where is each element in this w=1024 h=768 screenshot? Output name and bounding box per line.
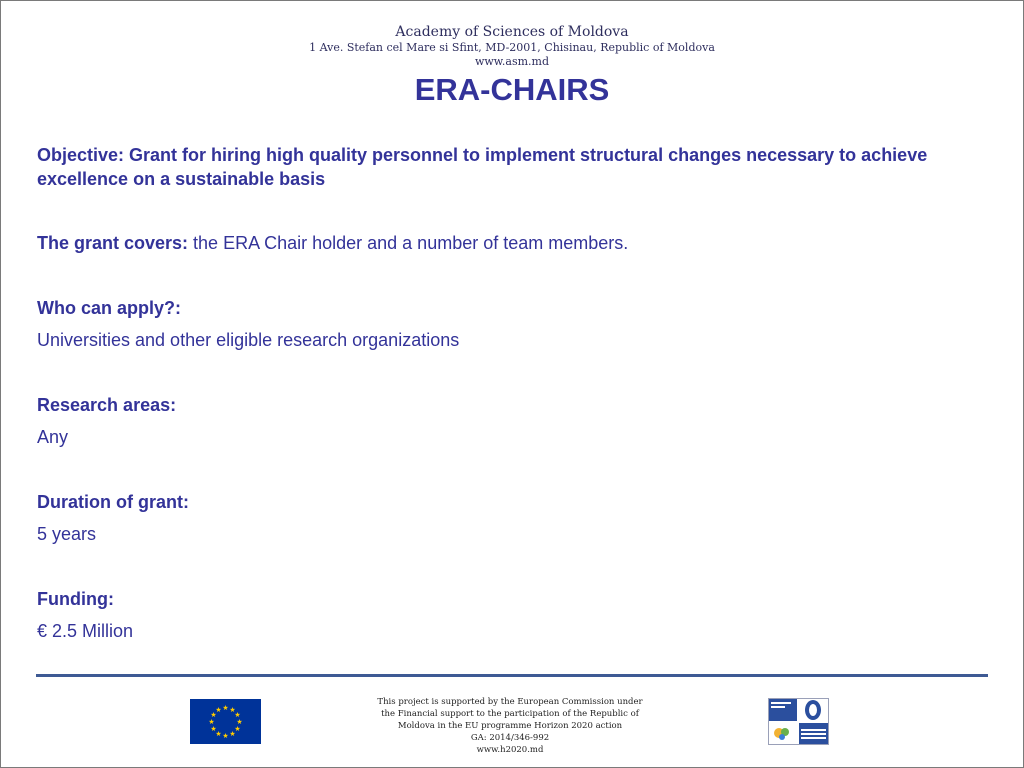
duration-label: Duration of grant: (37, 492, 189, 512)
funding-value: € 2.5 Million (37, 621, 134, 641)
grant-covers (37, 231, 977, 255)
moldova-logo-icon (768, 698, 829, 745)
svg-text:★: ★ (210, 711, 217, 719)
svg-text:★: ★ (236, 718, 243, 726)
page-title: ERA-CHAIRS (414, 72, 610, 107)
duration-value: 5 years (37, 524, 97, 544)
research-areas-label: Research areas: (37, 395, 177, 415)
footer-divider (36, 674, 988, 677)
svg-text:★: ★ (234, 711, 241, 719)
svg-text:★: ★ (234, 725, 241, 733)
who-can-apply-label: Who can apply?: (37, 298, 181, 318)
funding-label: Funding: (37, 589, 114, 609)
svg-text:★: ★ (210, 725, 217, 733)
eu-flag-icon (190, 699, 261, 744)
footer-line: GA: 2014/346-992 (470, 733, 550, 743)
footer-link: www.h2020.md (476, 745, 544, 755)
svg-text:★: ★ (215, 730, 222, 738)
slide-header (0, 24, 1024, 69)
who-can-apply-value: Universities and other eligible research organizations (37, 330, 460, 350)
research-areas-value: Any (37, 427, 69, 447)
slide-content (37, 143, 977, 643)
svg-text:★: ★ (215, 706, 222, 714)
svg-text:★: ★ (229, 730, 236, 738)
footer-funding-note (360, 696, 660, 756)
grant-covers-label: The grant covers: (37, 233, 189, 253)
grant-covers-value: the ERA Chair holder and a number of team members. (188, 233, 629, 253)
svg-text:★: ★ (208, 718, 215, 726)
footer-line: the Financial support to the participation of the Republic of (381, 709, 639, 719)
moldova-research-area-logo (768, 698, 829, 745)
organization-address: 1 Ave. Stefan cel Mare si Sfint, MD-2001, Chisinau, Republic of Moldova (309, 41, 715, 54)
organization-name: Academy of Sciences of Moldova (395, 24, 629, 40)
svg-text:★: ★ (229, 706, 236, 714)
svg-text:★: ★ (222, 732, 229, 740)
organization-website: www.asm.md (474, 55, 550, 68)
footer-line: This project is supported by the European Commission under (377, 697, 643, 707)
footer-line: Moldova in the EU programme Horizon 2020 action (397, 721, 623, 731)
svg-text:★: ★ (222, 704, 229, 712)
objective-text: Objective: Grant for hiring high quality personnel to implement structural changes necessary to achieve excellence on a sustainable basis (37, 145, 928, 189)
eu-stars-icon (190, 699, 261, 744)
